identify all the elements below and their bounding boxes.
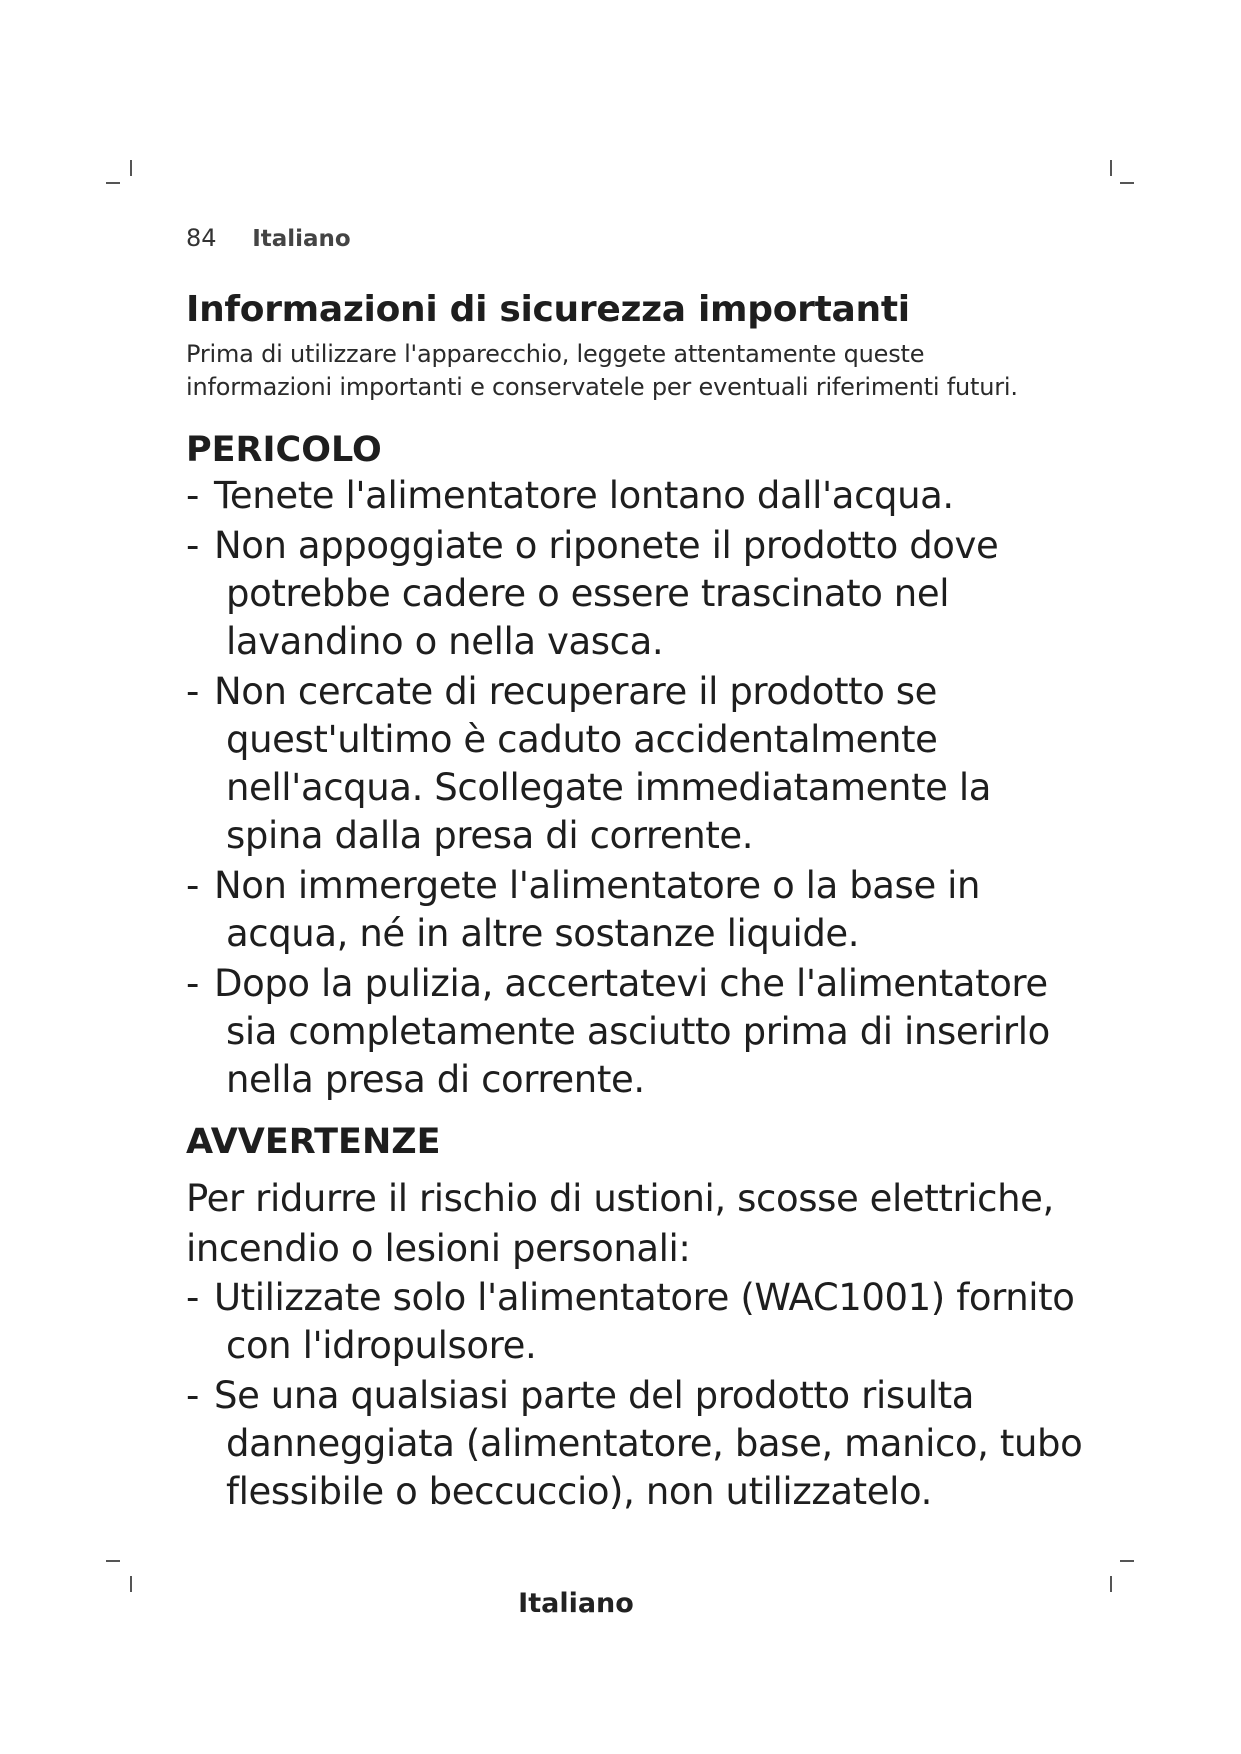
page-title: Informazioni di sicurezza importanti bbox=[186, 289, 910, 330]
warning-lead: Per ridurre il rischio di ustioni, scosse elettriche, incendio o lesioni personali: bbox=[186, 1177, 1054, 1270]
page-number: 84 bbox=[186, 224, 217, 252]
crop-mark-top-right-horizontal bbox=[1120, 182, 1134, 184]
danger-item: - Tenete l'alimentatore lontano dall'acqua. bbox=[186, 474, 954, 517]
danger-item: - Non cercate di recuperare il prodotto se quest'ultimo è caduto accidentalmente nell'acqua. Scollegate immediatamente la spina dalla presa di corrente. bbox=[186, 670, 992, 857]
danger-heading: PERICOLO bbox=[186, 430, 382, 470]
crop-mark-bottom-right-horizontal bbox=[1120, 1560, 1134, 1562]
warning-item: - Se una qualsiasi parte del prodotto risulta danneggiata (alimentatore, base, manico, tubo flessibile o beccuccio), non utilizzatelo. bbox=[186, 1374, 1083, 1513]
intro-line: informazioni importanti e conservatele per eventuali riferimenti futuri. bbox=[186, 373, 1018, 401]
danger-item: - Non appoggiate o riponete il prodotto dove potrebbe cadere o essere trascinato nel lavandino o nella vasca. bbox=[186, 524, 999, 663]
page-header bbox=[186, 224, 351, 252]
danger-item: - Non immergete l'alimentatore o la base in acqua, né in altre sostanze liquide. bbox=[186, 864, 981, 955]
document-body bbox=[186, 288, 1086, 1518]
intro-line: Prima di utilizzare l'apparecchio, leggete attentamente queste bbox=[186, 340, 925, 368]
crop-mark-top-left-horizontal bbox=[106, 182, 120, 184]
danger-item: - Dopo la pulizia, accertatevi che l'alimentatore sia completamente asciutto prima di inserirlo nella presa di corrente. bbox=[186, 962, 1050, 1101]
crop-mark-bottom-left-horizontal bbox=[106, 1560, 120, 1562]
danger-list bbox=[186, 472, 1086, 1104]
crop-mark-top-left-vertical bbox=[130, 160, 132, 176]
crop-mark-top-right-vertical bbox=[1110, 160, 1112, 176]
intro-paragraph bbox=[186, 338, 1086, 404]
warning-list bbox=[186, 1274, 1086, 1516]
page-footer: Italiano bbox=[518, 1588, 634, 1619]
warning-heading: AVVERTENZE bbox=[186, 1122, 441, 1162]
warning-item: - Utilizzate solo l'alimentatore (WAC1001) fornito con l'idropulsore. bbox=[186, 1276, 1075, 1367]
header-language: Italiano bbox=[252, 226, 351, 252]
